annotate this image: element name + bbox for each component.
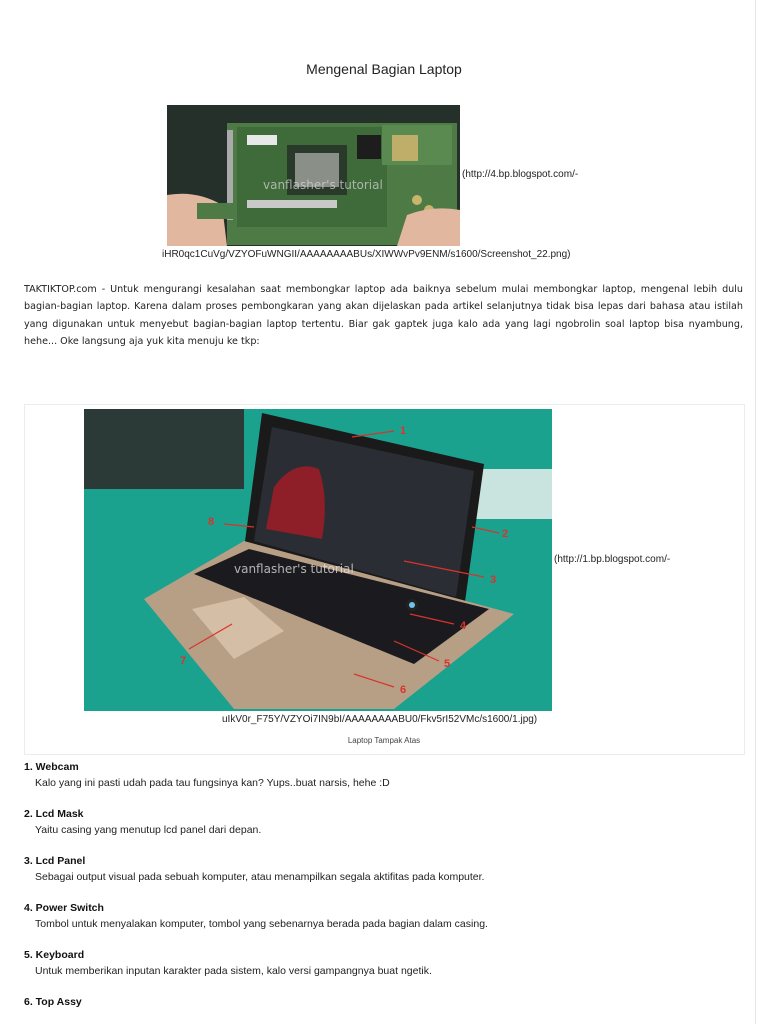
item-title: 2. Lcd Mask — [24, 808, 84, 820]
list-item — [24, 902, 744, 930]
item-title: 6. Top Assy — [24, 996, 82, 1008]
callout-3: 3 — [490, 574, 497, 586]
list-item — [24, 855, 744, 883]
item-description: Kalo yang ini pasti udah pada tau fungsinya kan? Yups..buat narsis, hehe :D — [35, 777, 390, 789]
list-item — [24, 949, 744, 977]
motherboard-photo[interactable] — [167, 105, 460, 246]
intro-paragraph: TAKTIKTOP.com - Untuk mengurangi kesalahan saat membongkar laptop ada baiknya sebelum mulai membongkar laptop, mengenal lebih dulu bagian-bagian laptop. Karena dalam proses pembongkaran yang akan dijelaskan pada artikel selanjutnya tidak bisa lepas dari bahasa atau istilah yang digunakan untuk menyebut bagian-bagian laptop tertentu. Biar gak gaptek juga kalo ada yang lagi ngobrolin soal laptop bisa nyambung, hehe... Oke langsung aja yuk kita menuju ke tkp: — [24, 284, 743, 348]
list-item — [24, 761, 744, 789]
callout-1: 1 — [400, 425, 407, 437]
callout-4: 4 — [460, 620, 467, 632]
item-description: Sebagai output visual pada sebuah komputer, atau menampilkan segala aktifitas pada komputer. — [35, 871, 485, 883]
callout-2: 2 — [502, 528, 509, 540]
callout-5: 5 — [444, 658, 451, 670]
image2-link-start[interactable]: (http://1.bp.blogspot.com/- — [554, 554, 671, 565]
image2-link-end[interactable]: uIkV0r_F75Y/VZYOi7IN9bI/AAAAAAAABU0/Fkv5rI52VMc/s1600/1.jpg) — [222, 714, 538, 725]
item-title: 3. Lcd Panel — [24, 855, 86, 867]
item-title: 1. Webcam — [24, 761, 79, 773]
item-title: 4. Power Switch — [24, 902, 104, 914]
list-item — [24, 808, 744, 836]
item-description: Tombol untuk menyalakan komputer, tombol yang sebenarnya berada pada bagian dalam casing. — [35, 918, 488, 930]
item-description: Yaitu casing yang menutup lcd panel dari depan. — [35, 824, 262, 836]
laptop-illustration — [84, 409, 552, 711]
motherboard-illustration — [167, 105, 460, 246]
watermark-text-2: vanflasher's tutorial — [234, 562, 354, 576]
item-description: Untuk memberikan inputan karakter pada sistem, kalo versi gampangnya buat ngetik. — [35, 965, 432, 977]
item-title: 5. Keyboard — [24, 949, 85, 961]
list-item — [24, 996, 744, 1008]
watermark-text-1: vanflasher's tutorial — [263, 178, 383, 192]
callout-7: 7 — [180, 655, 187, 667]
image1-link-start[interactable]: (http://4.bp.blogspot.com/- — [462, 169, 579, 180]
laptop-photo[interactable] — [84, 409, 552, 711]
page-title: Mengenal Bagian Laptop — [306, 61, 462, 77]
callout-8: 8 — [208, 516, 215, 528]
callout-6: 6 — [400, 684, 407, 696]
figure-caption: Laptop Tampak Atas — [347, 736, 421, 745]
image1-link-end[interactable]: iHR0qc1CuVg/VZYOFuWNGII/AAAAAAAABUs/XIWWvPv9ENM/s1600/Screenshot_22.png) — [162, 249, 571, 260]
